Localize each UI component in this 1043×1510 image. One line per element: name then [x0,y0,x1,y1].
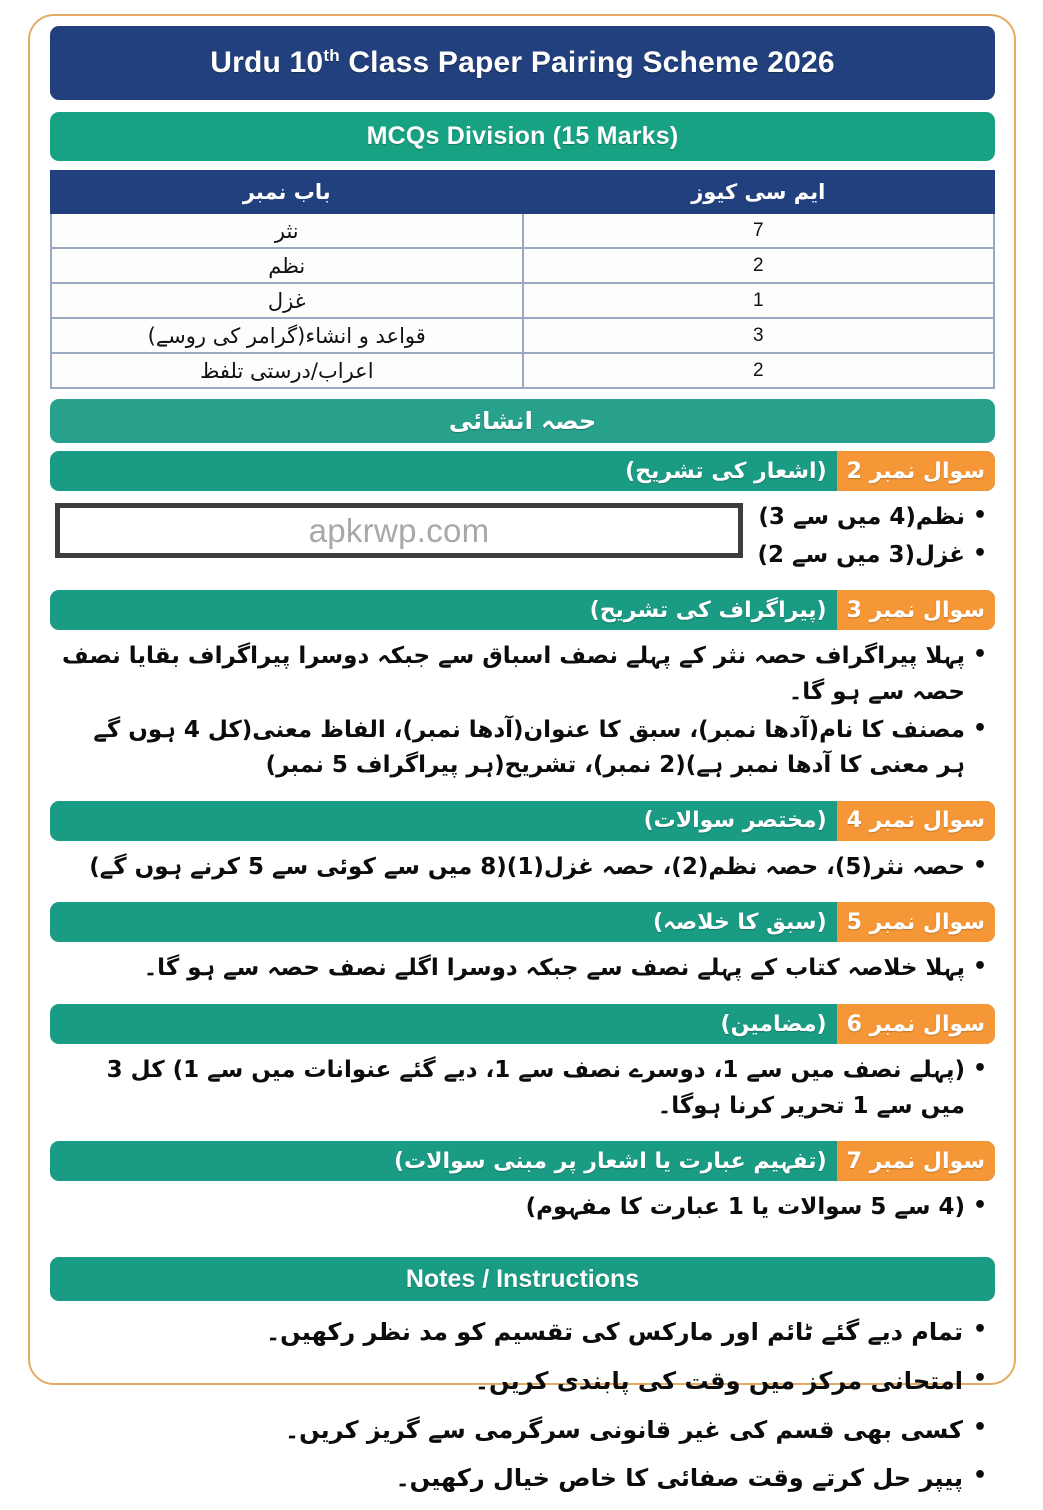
table-head [51,171,994,213]
mcqs-distribution-table [50,170,995,389]
table-row [51,318,994,353]
question-badge-2: سوال نمبر 2 [837,451,995,491]
question-subtitle-3: (پیراگراف کی تشریح) [589,597,827,623]
page-title-ordinal: th [323,46,340,65]
cell-chapter-name: غزل [51,283,523,318]
list-item: • مصنف کا نام(آدھا نمبر)، سبق کا عنوان(آدھا نمبر)، الفاظ معنی(کل 4 ہوں گے ہر معنی کا آدھا نمبر ہے)(2 نمبر)، تشریح(ہر پیراگراف 5 نمبر) [58,713,987,784]
table-row [51,213,994,248]
question-badge-6: سوال نمبر 6 [837,1004,995,1044]
page-title [50,26,995,100]
cell-chapter-name: نظم [51,248,523,283]
question-badge-7: سوال نمبر 7 [837,1141,995,1181]
notes-body [50,1315,995,1496]
bullet-list [58,850,987,886]
question-subtitle-4: (مختصر سوالات) [643,808,827,834]
bullet-list [751,500,987,573]
question-body-7 [50,1181,995,1235]
list-item: • (پہلے نصف میں سے 1، دوسرے نصف سے 1، دیے گئے عنوانات میں سے 1) کل 3 میں سے 1 تحریر کرنا ہوگا۔ [58,1053,987,1124]
question-body-4 [50,841,995,895]
cell-chapter-name: نثر [51,213,523,248]
question-badge-4: سوال نمبر 4 [837,801,995,841]
cell-chapter-name: اعراب/درستی تلفظ [51,353,523,388]
watermark-box [55,503,743,558]
question-subtitle-2: (اشعار کی تشریح) [625,458,827,484]
question-subtitle-5: (سبق کا خلاصہ) [652,909,827,935]
watermark-text: apkrwp.com [308,511,490,549]
page-title-rest: Class Paper Pairing Scheme 2026 [339,46,835,79]
bullet-list [58,1190,987,1226]
page-content [50,26,995,1510]
page-title-main: Urdu 10 [210,46,324,79]
list-item: • حصہ نثر(5)، حصہ نظم(2)، حصہ غزل(1)(8 میں سے کوئی سے 5 کرنے ہوں گے) [58,850,987,886]
question-subtitle-6: (مضامین) [720,1011,827,1037]
question-bar-6 [50,1004,995,1044]
question-body-5 [50,942,995,996]
list-item: • کسی بھی قسم کی غیر قانونی سرگرمی سے گریز کریں۔ [58,1413,987,1448]
notes-header: Notes / Instructions [50,1257,995,1301]
column-header-chapter: باب نمبر [51,171,523,213]
question-bar-3 [50,590,995,630]
cell-chapter-name: قواعد و انشاء(گرامر کی روسے) [51,318,523,353]
question-body-6 [50,1044,995,1133]
question-subtitle-7: (تفہیم عبارت یا اشعار پر مبنی سوالات) [394,1148,827,1174]
question-body-3 [50,630,995,793]
list-item: • (4 سے 5 سوالات یا 1 عبارت کا مفہوم) [58,1190,987,1226]
list-item: • تمام دیے گئے ٹائم اور مارکس کی تقسیم کو مد نظر رکھیں۔ [58,1315,987,1350]
cell-mcqs-count: 7 [523,213,995,248]
question-2-bullets [751,498,987,575]
table-row [51,353,994,388]
subjective-section-header: حصہ انشائی [50,399,995,443]
question-bar-7 [50,1141,995,1181]
list-item: • غزل(3 میں سے 2) [751,538,987,574]
bullet-list [58,1053,987,1124]
bullet-list [58,951,987,987]
question-badge-5: سوال نمبر 5 [837,902,995,942]
table-row [51,248,994,283]
cell-mcqs-count: 1 [523,283,995,318]
question-bar-5 [50,902,995,942]
cell-mcqs-count: 3 [523,318,995,353]
column-header-mcqs: ایم سی کیوز [523,171,995,213]
question-2-row [58,498,987,575]
question-body-2 [50,491,995,582]
list-item: • امتحانی مرکز میں وقت کی پابندی کریں۔ [58,1364,987,1399]
cell-mcqs-count: 2 [523,248,995,283]
table-row [51,283,994,318]
table-header-row [51,171,994,213]
mcqs-division-header: MCQs Division (15 Marks) [50,112,995,161]
question-badge-3: سوال نمبر 3 [837,590,995,630]
list-item: • پہلا پیراگراف حصہ نثر کے پہلے نصف اسباق سے جبکہ دوسرا پیراگراف بقایا نصف حصہ سے ہو گا۔ [58,639,987,710]
list-item: • پہلا خلاصہ کتاب کے پہلے نصف سے جبکہ دوسرا اگلے نصف حصہ سے ہو گا۔ [58,951,987,987]
table-body [51,213,994,388]
question-bar-4 [50,801,995,841]
list-item: • پیپر حل کرتے وقت صفائی کا خاص خیال رکھیں۔ [58,1461,987,1496]
notes-list [58,1315,987,1496]
list-item: • نظم(4 میں سے 3) [751,500,987,536]
bullet-list [58,639,987,784]
cell-mcqs-count: 2 [523,353,995,388]
question-bar-2 [50,451,995,491]
